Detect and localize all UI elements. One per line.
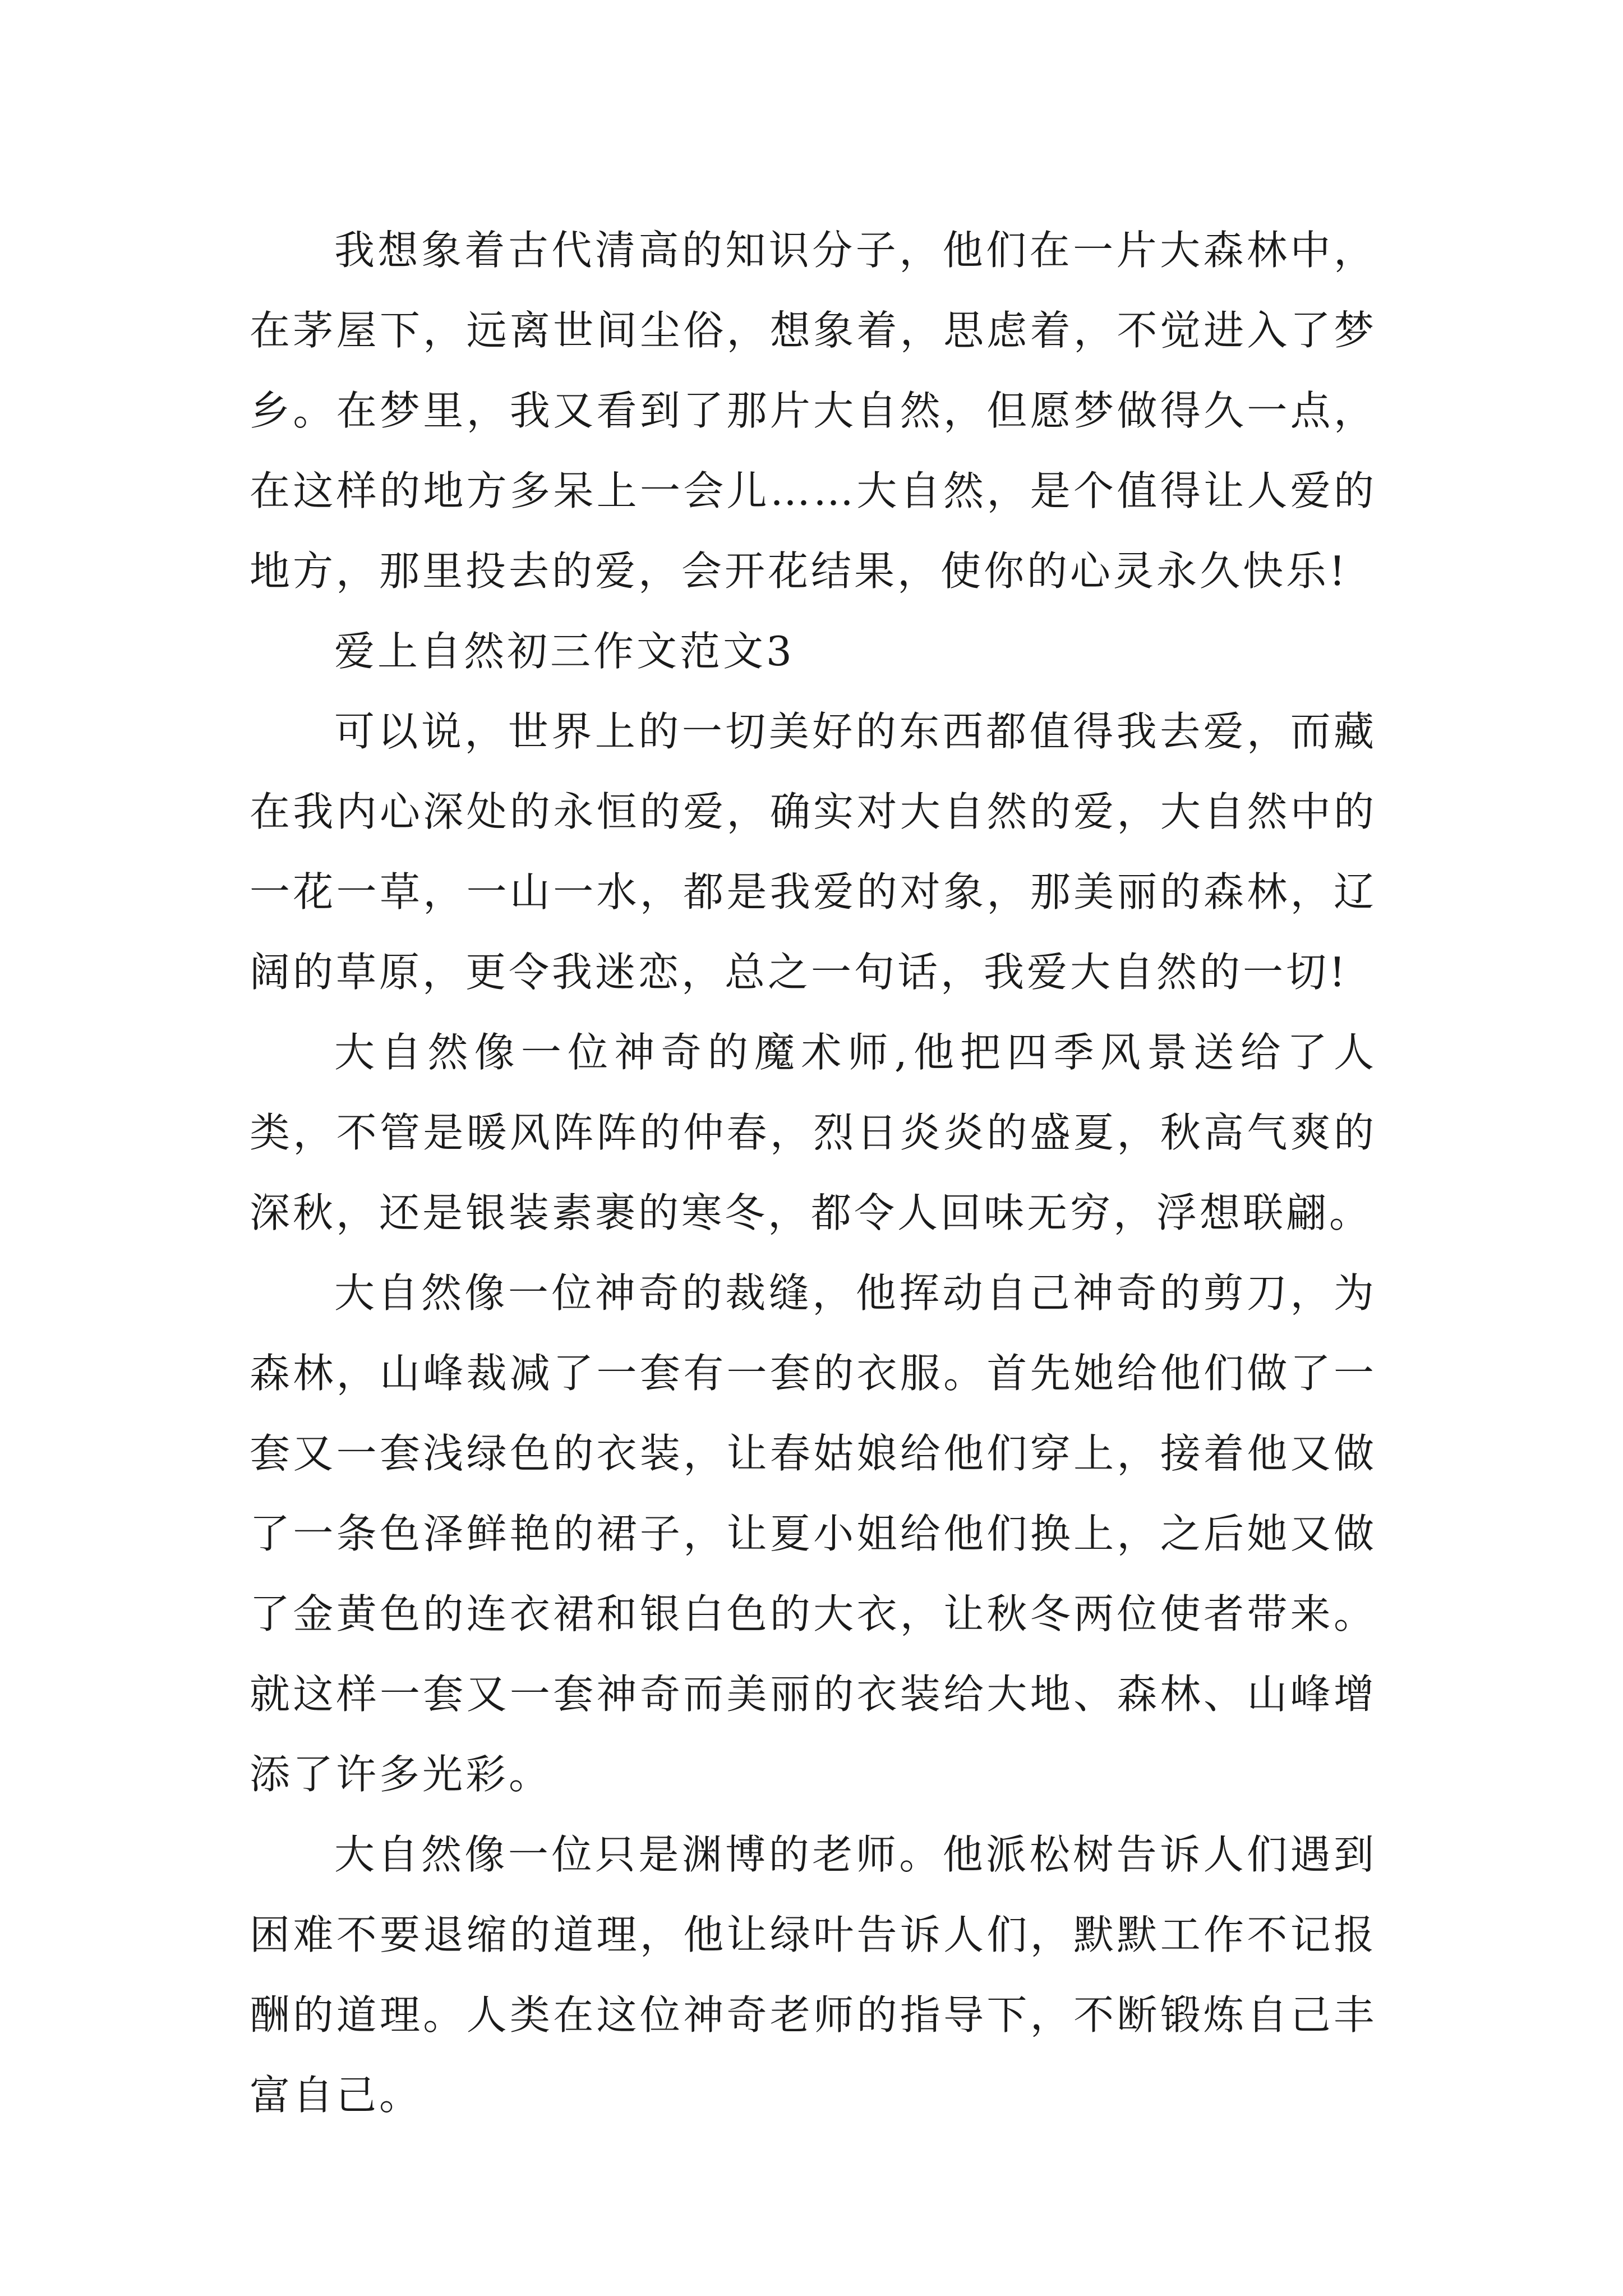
document-body [250,210,1377,2136]
paragraph-1: 我想象着古代清高的知识分子，他们在一片大森林中，在茅屋下，远离世间尘俗，想象着，思虑着，不觉进入了梦乡。在梦里，我又看到了那片大自然，但愿梦做得久一点，在这样的地方多呆上一会儿……大自然，是个值得让人爱的地方，那里投去的爱，会开花结果，使你的心灵永久快乐! [250,227,1377,595]
paragraph-2: 可以说，世界上的一切美好的东西都值得我去爱，而藏在我内心深处的永恒的爱，确实对大自然的爱，大自然中的一花一草，一山一水，都是我爱的对象，那美丽的森林，辽阔的草原，更令我迷恋，总之一句话，我爱大自然的一切! [250,708,1377,996]
paragraph-4: 大自然像一位神奇的裁缝，他挥动自己神奇的剪刀，为森林，山峰裁减了一套有一套的衣服。首先她给他们做了一套又一套浅绿色的衣装，让春姑娘给他们穿上，接着他又做了一条色泽鲜艳的裙子，让夏小姐给他们换上，之后她又做了金黄色的连衣裙和银白色的大衣，让秋冬两位使者带来。就这样一套又一套神奇而美丽的衣装给大地、森林、山峰增添了许多光彩。 [250,1269,1377,1798]
paragraph-5: 大自然像一位只是渊博的老师。他派松树告诉人们遇到困难不要退缩的道理，他让绿叶告诉人们，默默工作不记报酬的道理。人类在这位神奇老师的指导下，不断锻炼自己丰富自己。 [250,1831,1377,2119]
section-heading: 爱上自然初三作文范文3 [334,628,795,675]
paragraph-3: 大自然像一位神奇的魔术师,他把四季风景送给了人类，不管是暖风阵阵的仲春，烈日炎炎的盛夏，秋高气爽的深秋，还是银装素裹的寒冬，都令人回味无穷，浮想联翩。 [250,1029,1377,1236]
